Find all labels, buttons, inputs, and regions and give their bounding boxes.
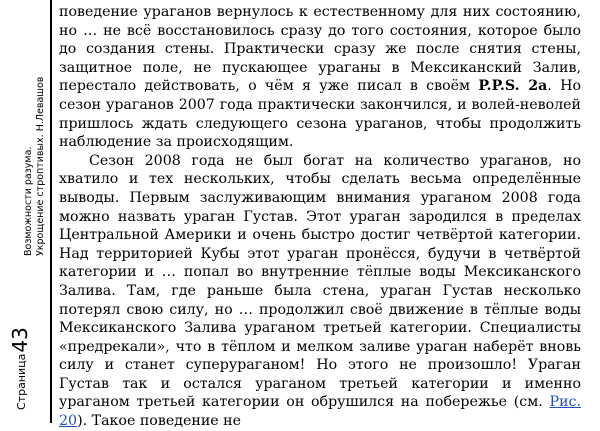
- body-text: [59, 3, 581, 431]
- paragraph-2: [59, 152, 581, 431]
- sidebar-divider: [50, 0, 52, 423]
- book-subtitle: Укрощение строптивых. Н.Левашов: [35, 76, 46, 256]
- book-title: Возможности разума.: [23, 146, 34, 256]
- page-label: Страница: [15, 353, 28, 410]
- page-number-block: [10, 327, 32, 410]
- pps-reference: P.P.S. 2a: [478, 78, 548, 95]
- paragraph-1: [59, 3, 581, 152]
- paragraph-2-text-b: ). Такое поведение не: [77, 413, 242, 430]
- paragraph-1-text-a: поведение ураганов вернулось к естественному для них состоянию, но … не всё восстановилось сразу до того состояния, которое было до создания стены. Практически сразу же после снятия стены, защитное поле, не пускающее ураганы в Мексиканский Залив, перестало действовать, о чём я уже писал в своём: [59, 4, 581, 95]
- page-number: 43: [8, 327, 32, 353]
- paragraph-1-text-b: . Но сезон ураганов 2007 года практически закончился, и волей-неволей пришлось ждать следующего сезона ураганов, чтобы продолжить наблюдение за происходящим.: [59, 78, 581, 151]
- paragraph-2-text-a: Сезон 2008 года не был богат на количество ураганов, но хватило и тех нескольких, чтобы сделать весьма определённые выводы. Первым заслуживающим внимания ураганом 2008 года можно назвать ураган Густав. Этот ураган зародился в пределах Центральной Америки и очень быстро достиг четвёртой категории. Над территорией Кубы этот ураган пронёсся, будучи в четвёртой категории и … попал во внутренние тёплые воды Мексиканского Залива. Там, где раньше была стена, ураган Густав несколько потерял свою силу, но … продолжил своё движение в тёплые воды Мексиканского Залива ураганом третьей категории. Специалисты «предрекали», что в тёплом и мелком заливе ураган наберёт вновь силу и станет суперураганом! Но этого не произошло! Ураган Густав так и остался ураганом третьей категории и именно ураганом третьей категории он обрушился на побережье (см.: [59, 152, 581, 411]
- figure-20-link[interactable]: Рис. 20: [59, 394, 581, 430]
- running-header-sidebar: [6, 0, 51, 423]
